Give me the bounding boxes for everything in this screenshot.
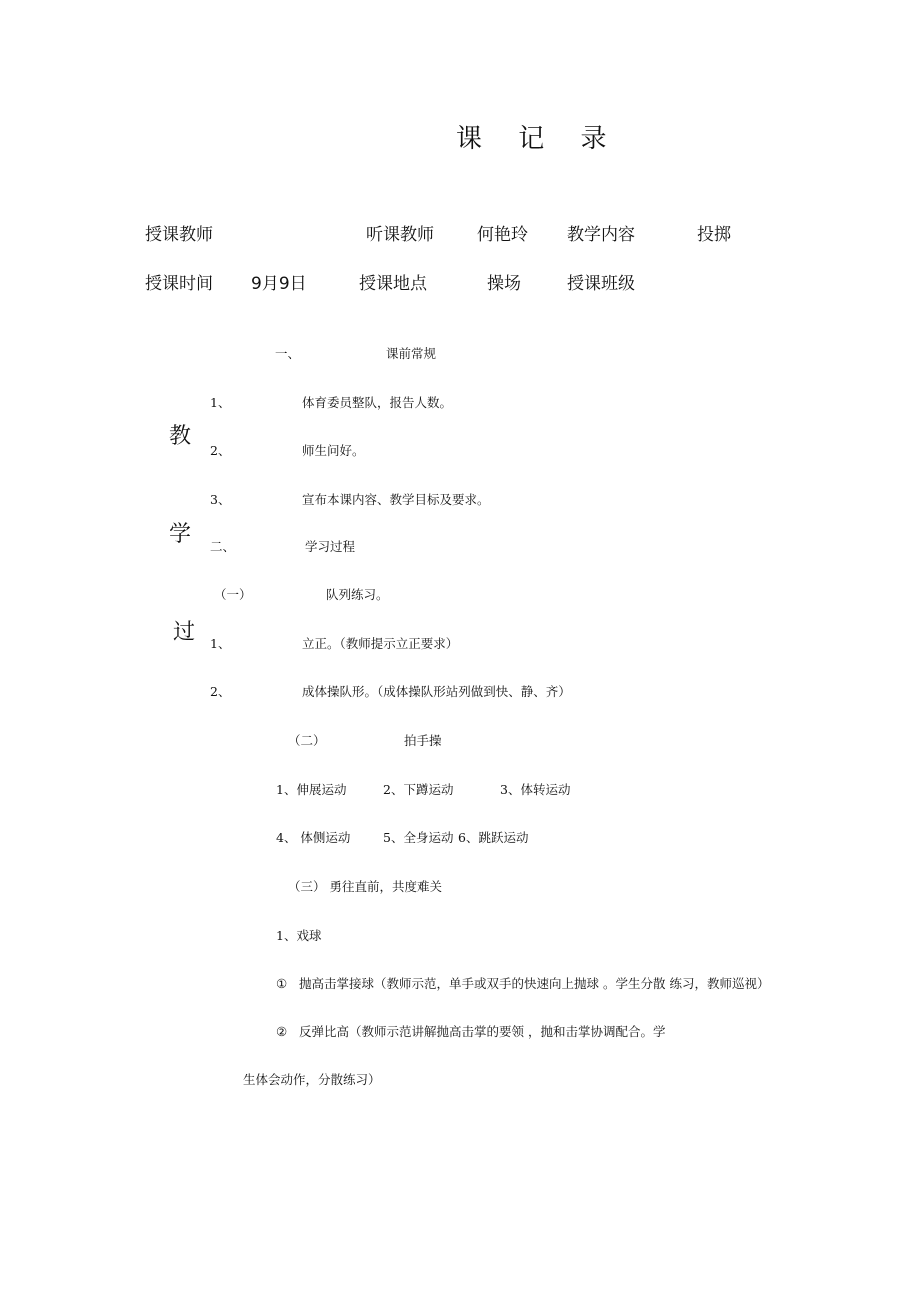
item-text: 师生问好。	[302, 443, 365, 458]
item-number: 3、	[210, 492, 231, 507]
content-label: 教学内容	[567, 225, 635, 245]
content-value: 投掷	[697, 225, 731, 245]
side-char: 学	[169, 522, 192, 547]
class-label: 授课班级	[567, 274, 635, 294]
section-number: 一、	[275, 346, 301, 361]
exercise-item: 3、体转运动	[500, 782, 571, 797]
item-number: 2、	[210, 443, 231, 458]
teacher-label: 授课教师	[145, 225, 213, 245]
activity-text: 抛高击掌接球（教师示范，单手或双手的快速向上抛球 。学生分散 练习，教师巡视）	[299, 976, 770, 991]
subsection-number: （二）	[288, 733, 326, 748]
place-value: 操场	[487, 274, 521, 294]
side-char: 过	[173, 620, 196, 645]
item-number: 1、	[210, 395, 231, 410]
time-value: 9月9日	[251, 274, 307, 294]
exercise-item: 5、全身运动	[383, 830, 454, 845]
side-char: 教	[169, 424, 192, 449]
subsection-heading: 队列练习。	[326, 587, 389, 602]
observer-label: 听课教师	[366, 225, 434, 245]
subsection-heading: 拍手操	[404, 733, 442, 748]
subsection-number: （一）	[214, 587, 252, 602]
activity-text-continued: 生体会动作，分散练习）	[243, 1072, 381, 1087]
activity-heading: 1、戏球	[276, 928, 322, 943]
item-text: 成体操队形。（成体操队形站列做到快、静、齐）	[302, 684, 571, 699]
section-heading: 课前常规	[386, 346, 437, 361]
activity-number: ①	[276, 976, 288, 991]
item-text: 宣布本课内容、教学目标及要求。	[302, 492, 490, 507]
time-label: 授课时间	[145, 274, 213, 294]
item-text: 立正。（教师提示立正要求）	[302, 636, 459, 651]
exercise-item: 1、伸展运动	[276, 782, 347, 797]
item-number: 2、	[210, 684, 231, 699]
activity-text: 反弹比高（教师示范讲解抛高击掌的要领 ，抛和击掌协调配合。学	[299, 1024, 666, 1039]
observer-value: 何艳玲	[477, 225, 528, 245]
section-heading: 学习过程	[305, 539, 356, 554]
activity-number: ②	[276, 1024, 288, 1039]
exercise-item: 2、下蹲运动	[383, 782, 454, 797]
item-text: 体育委员整队，报告人数。	[302, 395, 453, 410]
page-title: 课 记 录	[456, 124, 621, 154]
exercise-item: 6、跳跃运动	[458, 830, 529, 845]
item-number: 1、	[210, 636, 231, 651]
place-label: 授课地点	[359, 274, 427, 294]
section-number: 二、	[210, 539, 236, 554]
exercise-item: 4、 体侧运动	[276, 830, 351, 845]
subsection-heading: （三） 勇往直前，共度难关	[288, 879, 442, 894]
